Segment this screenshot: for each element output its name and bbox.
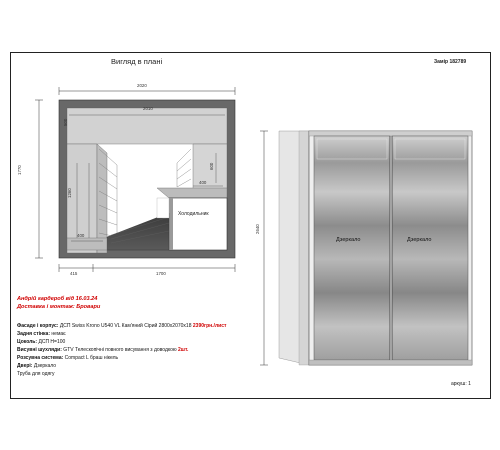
dim-front-height-label: 2640 — [255, 224, 260, 234]
dim-shelf-depth-label: 500 — [63, 118, 68, 126]
page-number: аркуш: 1 — [451, 381, 471, 387]
dim-bottom-run-label: 1700 — [156, 271, 166, 276]
spec-plinth: Цоколь: ДСП Н=100 — [17, 339, 66, 345]
fridge-label: Холодильник — [178, 211, 209, 217]
dim-right-top-label: 600 — [209, 162, 214, 170]
left-column-side — [97, 144, 107, 253]
plan-title: Вигляд в плані — [111, 57, 163, 66]
plinth — [309, 360, 472, 365]
dim-bottom — [59, 264, 235, 272]
drawing-sheet — [10, 52, 491, 399]
top-shelf — [67, 108, 227, 144]
dim-bottom-left-label: 400 — [77, 233, 85, 238]
right-shelf — [157, 188, 227, 198]
dim-right-shelf-label: 400 — [199, 180, 207, 185]
spec-rail: Труба для одягу — [17, 371, 55, 377]
fridge — [169, 198, 227, 250]
order-title: Андрій гардероб від 16.03.24 — [17, 296, 98, 302]
bottom-left-shelf — [67, 238, 107, 250]
delivery-note: Доставка і монтаж: Бровари — [17, 304, 101, 310]
dim-outer-width-label: 2020 — [137, 83, 147, 88]
dim-outer-width — [59, 87, 235, 95]
door-left-label: Дзеркало — [336, 237, 361, 243]
spec-back-wall: Задня стінка: немає — [17, 331, 66, 337]
fridge-side — [169, 198, 173, 250]
dim-left-column-label: 1260 — [67, 188, 72, 198]
sheet-number: Замір 182789 — [434, 59, 467, 65]
spec-doors: Двері: Дзеркало — [17, 363, 57, 369]
dim-bottom-offset-label: 415 — [70, 271, 78, 276]
door-right-label: Дзеркало — [407, 237, 432, 243]
door-right — [392, 136, 468, 360]
dim-front-height — [260, 131, 268, 365]
spec-sliding-system: Розсувна система: Compact L браш нікель — [17, 355, 119, 361]
dim-height-left — [35, 100, 43, 258]
front-view — [260, 131, 472, 365]
door-left — [314, 136, 390, 360]
spec-drawers: Висувні шухляди: GTV Телескопічні повного висування з доводкою 2шт. — [17, 347, 189, 353]
top-rail — [309, 131, 472, 136]
dim-inner-width-label: 2010 — [143, 106, 153, 111]
spec-facade: Фасаде і корпус: ДСП Swiss Krono U540 VL Кам'яний Сірий 2800х2070х18 2390грн./лист — [17, 323, 227, 329]
dim-height-left-label: 1770 — [17, 165, 22, 175]
